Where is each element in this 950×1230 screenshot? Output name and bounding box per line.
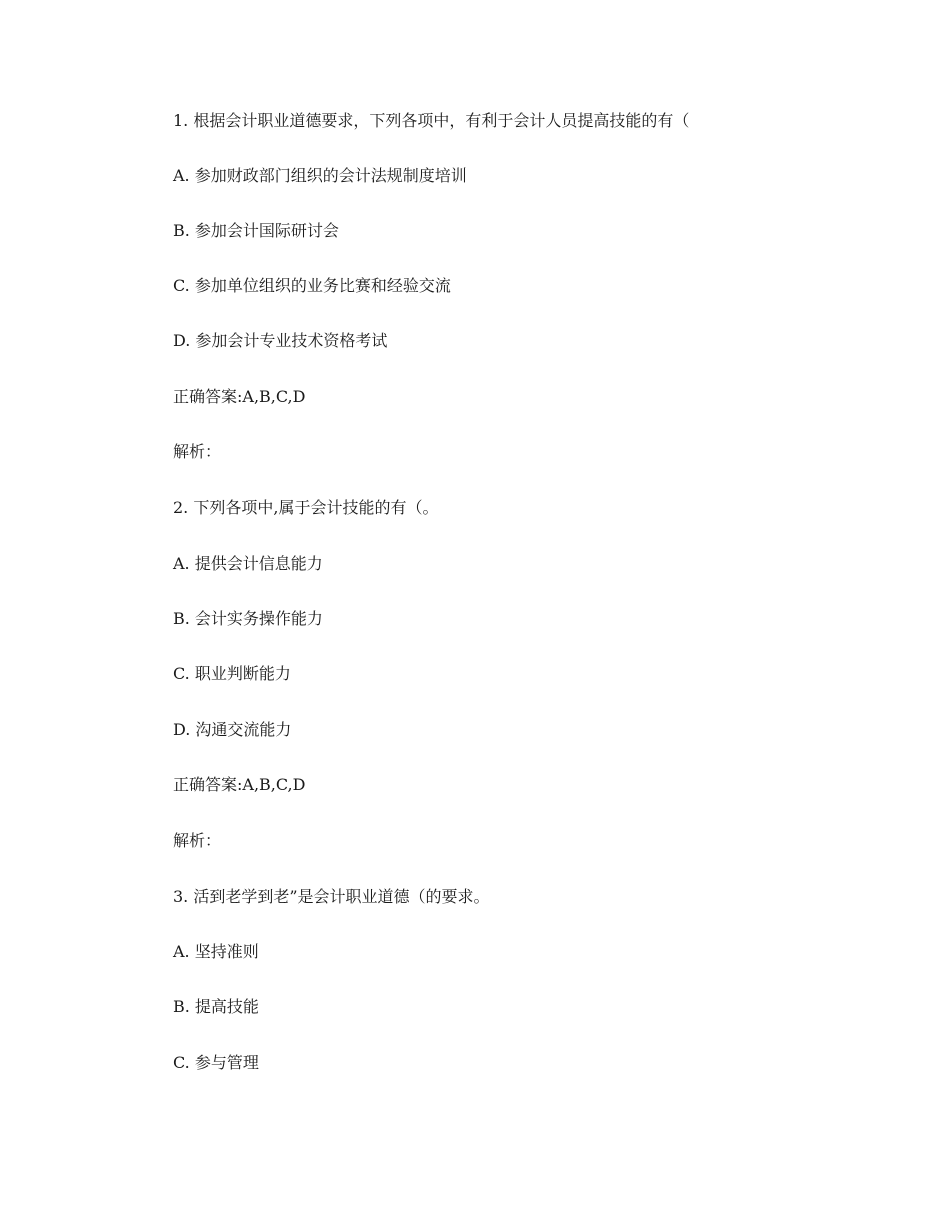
question-2-option-b: B. 会计实务操作能力 [173, 609, 323, 628]
question-1-analysis: 解析： [173, 442, 222, 461]
question-2-analysis: 解析： [173, 831, 222, 850]
question-3-stem: 3. 活到老学到老”是会计职业道德（的要求。 [173, 887, 490, 906]
question-1-stem: 1. 根据会计职业道德要求，下列各项中，有利于会计人员提高技能的有（ [173, 111, 690, 130]
question-2-option-d: D. 沟通交流能力 [173, 720, 292, 739]
question-3-option-c: C. 参与管理 [173, 1053, 259, 1072]
question-2-stem: 2. 下列各项中,属于会计技能的有（。 [173, 498, 439, 517]
question-1-answer: 正确答案:A,B,C,D [173, 387, 306, 406]
question-2-option-a: A. 提供会计信息能力 [173, 554, 323, 573]
question-1-option-d: D. 参加会计专业技术资格考试 [173, 331, 388, 350]
question-2-answer: 正确答案:A,B,C,D [173, 775, 306, 794]
question-3-option-b: B. 提高技能 [173, 997, 259, 1016]
question-1-option-c: C. 参加单位组织的业务比赛和经验交流 [173, 276, 451, 295]
question-1-option-a: A. 参加财政部门组织的会计法规制度培训 [173, 166, 467, 185]
question-2-option-c: C. 职业判断能力 [173, 664, 291, 683]
question-1-option-b: B. 参加会计国际研讨会 [173, 221, 339, 240]
question-3-option-a: A. 坚持准则 [173, 942, 259, 961]
